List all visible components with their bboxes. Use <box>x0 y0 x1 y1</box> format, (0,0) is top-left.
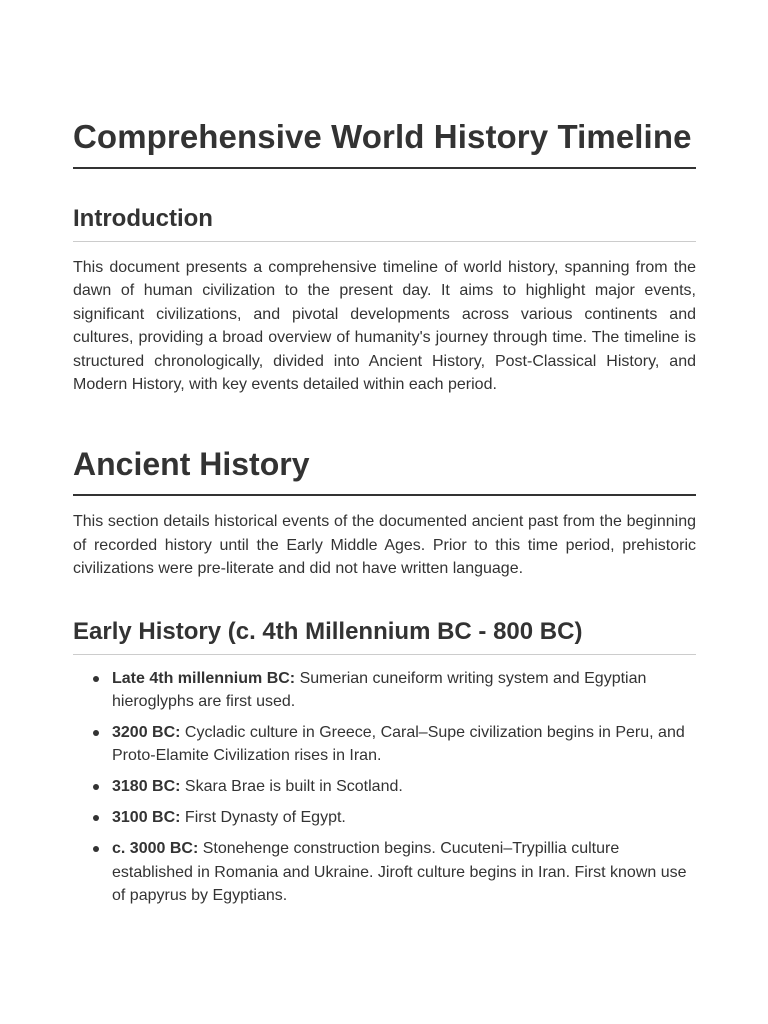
bullet-icon <box>93 730 99 736</box>
introduction-section <box>73 169 696 396</box>
event-text: Sumerian cuneiform writing system and Egyptian hieroglyphs are first used. <box>112 669 647 711</box>
event-date: c. 3000 BC: <box>112 840 199 858</box>
document-title: Comprehensive World History Timeline <box>73 118 692 155</box>
event-list <box>73 667 696 908</box>
ancient-history-section <box>73 396 696 907</box>
event-date: 3200 BC: <box>112 723 181 741</box>
list-item <box>112 837 696 907</box>
event-date: 3100 BC: <box>112 809 181 827</box>
list-item <box>112 667 696 714</box>
bullet-icon <box>93 676 99 682</box>
introduction-paragraph: This document presents a comprehensive timeline of world history, spanning from the dawn of human civilization to the present day. It aims to highlight major events, significant civilizations, and pivotal developments across various continents and cultures, providing a broad overview of humanity's journey through time. The timeline is structured chronologically, divided into Ancient History, Post-Classical History, and Modern History, with key events detailed within each period. <box>73 259 696 394</box>
early-history-section <box>73 581 696 908</box>
list-item <box>112 775 696 798</box>
event-date: 3180 BC: <box>112 778 181 796</box>
event-text: First Dynasty of Egypt. <box>180 809 346 827</box>
bullet-icon <box>93 846 99 852</box>
bullet-icon <box>93 784 99 790</box>
list-item <box>112 721 696 768</box>
ancient-history-heading: Ancient History <box>73 446 310 483</box>
introduction-divider <box>73 241 696 242</box>
event-date: Late 4th millennium BC: <box>112 669 296 687</box>
event-text: Skara Brae is built in Scotland. <box>180 778 403 796</box>
ancient-history-paragraph: This section details historical events of the documented ancient past from the beginning of recorded history until the Early Middle Ages. Prior to this time period, prehistoric civilizations were pre-literate and did not have written language. <box>73 513 696 578</box>
event-text: Stonehenge construction begins. Cucuteni–Trypillia culture established in Romania and Ukraine. Jiroft culture begins in Iran. First known use of papyrus by Egyptians. <box>112 840 687 904</box>
early-history-heading: Early History (c. 4th Millennium BC - 800 BC) <box>73 617 583 645</box>
bullet-icon <box>93 815 99 821</box>
event-text: Cycladic culture in Greece, Caral–Supe civilization begins in Peru, and Proto-Elamite Civilization rises in Iran. <box>112 723 685 765</box>
early-history-divider <box>73 654 696 655</box>
ancient-history-divider <box>73 494 696 496</box>
list-item <box>112 806 696 829</box>
introduction-heading: Introduction <box>73 205 213 232</box>
